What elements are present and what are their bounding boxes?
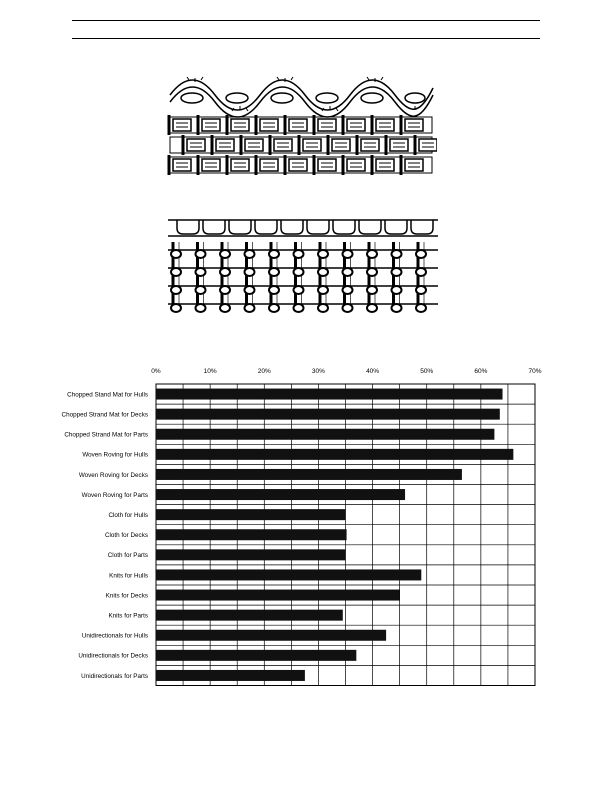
bar [156,590,400,601]
bar [156,429,494,440]
bar [156,469,462,480]
category-label: Cloth for Decks [104,532,148,540]
bar [156,389,503,400]
category-label: Woven Roving for Parts [81,491,148,499]
category-label: Woven Roving for Decks [78,471,148,479]
category-label: Cloth for Hulls [108,511,148,519]
category-label: Chopped Stand Mat for Hulls [67,391,148,399]
category-label: Unidirectionals for Decks [78,652,148,660]
x-tick-label: 20% [257,368,271,375]
bar [156,650,356,661]
x-tick-label: 70% [528,368,542,375]
bar [156,610,343,621]
bar [156,409,500,420]
bar [156,509,346,520]
category-label: Knits for Parts [108,612,148,620]
category-label: Knits for Decks [105,592,148,600]
bar [156,549,346,560]
bar [156,630,386,641]
x-tick-label: 60% [474,368,488,375]
category-label: Unidirectionals for Hulls [81,632,148,640]
x-tick-label: 10% [203,368,217,375]
category-label: Woven Roving for Hulls [82,451,148,459]
bar [156,569,421,580]
bar [156,449,513,460]
category-label: Chopped Strand Mat for Decks [61,411,148,419]
bar [156,529,347,540]
category-label: Cloth for Parts [107,552,148,560]
bar [156,489,405,500]
category-label: Chopped Strand Mat for Parts [64,431,148,439]
bar [156,670,305,681]
x-tick-label: 40% [366,368,380,375]
x-tick-label: 50% [420,368,434,375]
x-tick-label: 0% [151,368,161,375]
category-label: Knits for Hulls [109,572,148,580]
x-tick-label: 30% [311,368,325,375]
category-label: Unidirectionals for Parts [81,672,148,680]
